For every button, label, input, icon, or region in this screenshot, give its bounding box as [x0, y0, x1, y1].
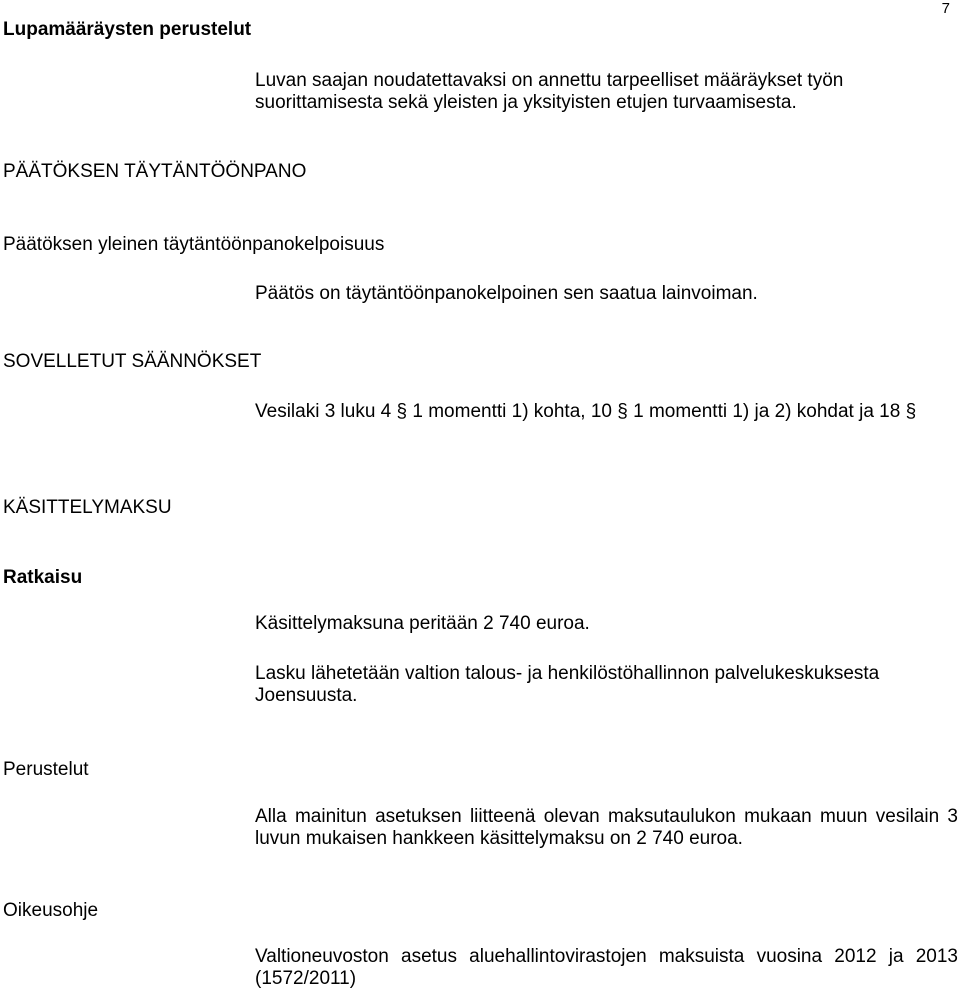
yleinen-heading: Päätöksen yleinen täytäntöönpanokelpoisuus — [3, 234, 385, 255]
page-number: 7 — [941, 0, 950, 17]
taytantoonpano-heading: PÄÄTÖKSEN TÄYTÄNTÖÖNPANO — [3, 161, 307, 182]
oikeusohje-text: Valtioneuvoston asetus aluehallintovirastojen maksuista vuosina 2012 ja 2013 (1572/2011) — [255, 946, 958, 989]
lupamaaraykset-heading: Lupamääräysten perustelut — [3, 19, 252, 40]
ratkaisu-text-1: Käsittelymaksuna peritään 2 740 euroa. — [255, 613, 590, 634]
ratkaisu-heading: Ratkaisu — [3, 567, 83, 588]
sovelletut-heading: SOVELLETUT SÄÄNNÖKSET — [3, 351, 262, 372]
oikeusohje-heading: Oikeusohje — [3, 900, 99, 921]
kasittelymaksu-heading: KÄSITTELYMAKSU — [3, 497, 172, 518]
sovelletut-text: Vesilaki 3 luku 4 § 1 momentti 1) kohta, 10 § 1 momentti 1) ja 2) kohdat ja 18 § — [255, 401, 917, 422]
perustelut-text: Alla mainitun asetuksen liitteenä olevan maksutaulukon mukaan muun vesilain 3 luvun mukaisen hankkeen käsittelymaksu on 2 740 euroa. — [255, 806, 958, 849]
yleinen-text: Päätös on täytäntöönpanokelpoinen sen saatua lainvoiman. — [255, 283, 758, 304]
lupamaaraykset-text: Luvan saajan noudatettavaksi on annettu tarpeelliset määräykset työn suorittamisesta sekä yleisten ja yksityisten etujen turvaamisesta. — [255, 70, 844, 113]
perustelut-heading: Perustelut — [3, 759, 89, 780]
ratkaisu-text-2: Lasku lähetetään valtion talous- ja henkilöstöhallinnon palvelukeskuksesta Joensuusta. — [255, 663, 880, 706]
